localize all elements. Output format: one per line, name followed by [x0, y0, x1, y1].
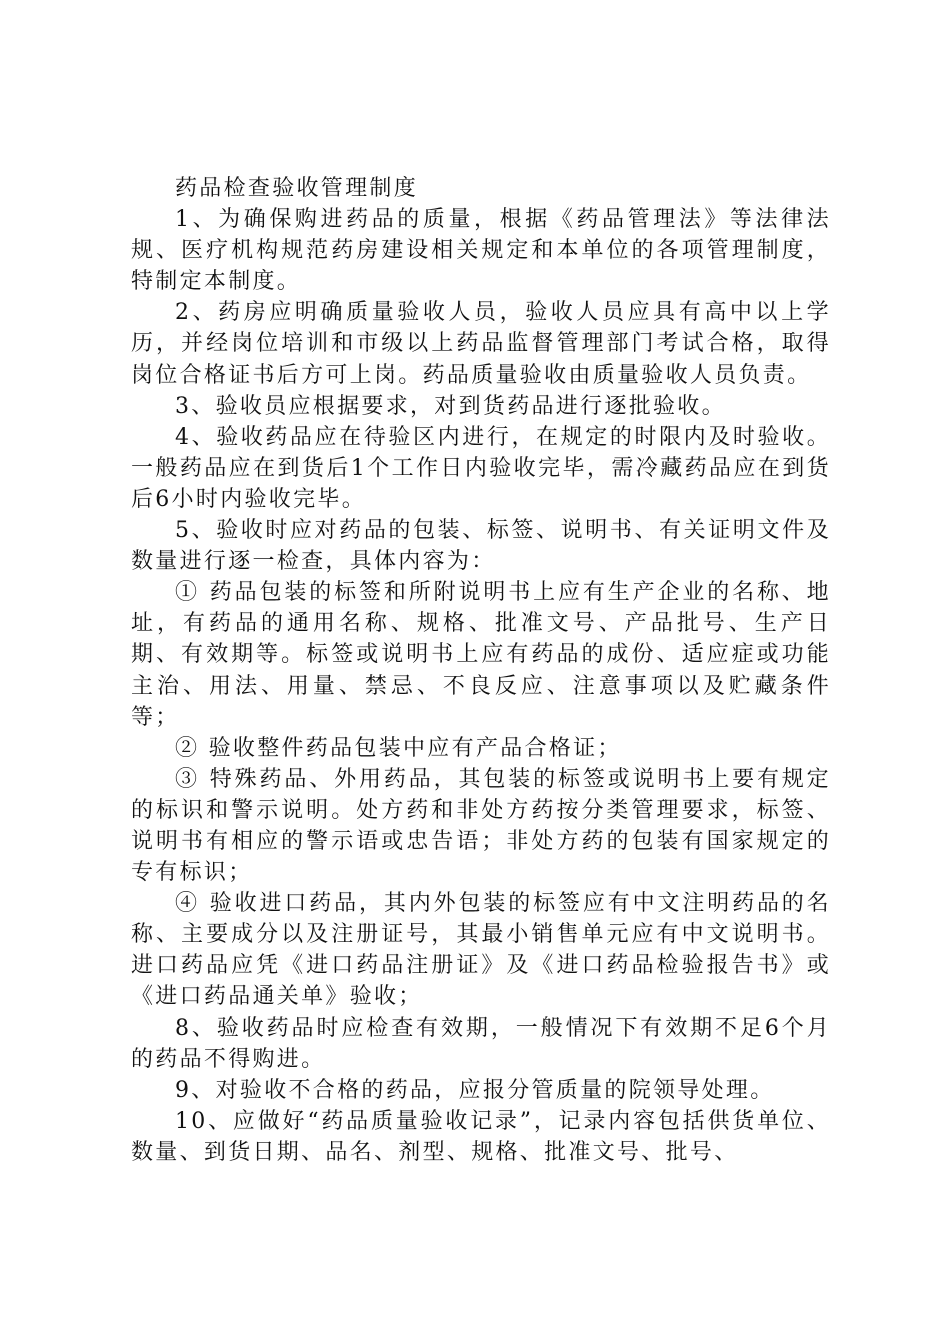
paragraph-item-5: 5、验收时应对药品的包装、标签、说明书、有关证明文件及数量进行逐一检查，具体内容为：: [131, 518, 831, 575]
paragraph-item-9: 9、对验收不合格的药品，应报分管质量的院领导处理。: [175, 1077, 775, 1103]
document-body: [131, 173, 831, 1168]
paragraph-item-8: 8、验收药品时应检查有效期，一般情况下有效期不足6个月的药品不得购进。: [131, 1015, 831, 1072]
document-title: 药品检查验收管理制度: [175, 176, 419, 201]
sub-item-2: ② 验收整件药品包装中应有产品合格证；: [175, 735, 622, 761]
paragraph-item-1: 1、为确保购进药品的质量，根据《药品管理法》等法律法规、医疗机构规范药房建设相关规定和本单位的各项管理制度，特制定本制度。: [131, 207, 831, 295]
paragraph-item-10: 10、应做好“药品质量验收记录”，记录内容包括供货单位、数量、到货日期、品名、剂型、规格、批准文号、批号、: [131, 1108, 831, 1165]
paragraph-item-3: 3、验收员应根据要求，对到货药品进行逐批验收。: [175, 393, 726, 419]
sub-item-4: ④ 验收进口药品，其内外包装的标签应有中文注明药品的名称、主要成分以及注册证号，其最小销售单元应有中文说明书。进口药品应凭《进口药品注册证》及《进口药品检验报告书》或《进口药品通关单》验收；: [131, 891, 831, 1010]
sub-item-1: ① 药品包装的标签和所附说明书上应有生产企业的名称、地址，有药品的通用名称、规格、批准文号、产品批号、生产日期、有效期等。标签或说明书上应有药品的成份、适应症或功能主治、用法、用量、禁忌、不良反应、注意事项以及贮藏条件等；: [131, 580, 831, 730]
paragraph-item-4: 4、验收药品应在待验区内进行，在规定的时限内及时验收。一般药品应在到货后1个工作日内验收完毕，需冷藏药品应在到货后6小时内验收完毕。: [131, 424, 831, 512]
paragraph-item-2: 2、药房应明确质量验收人员，验收人员应具有高中以上学历，并经岗位培训和市级以上药品监督管理部门考试合格，取得岗位合格证书后方可上岗。药品质量验收由质量验收人员负责。: [131, 300, 831, 388]
sub-item-3: ③ 特殊药品、外用药品，其包装的标签或说明书上要有规定的标识和警示说明。处方药和非处方药按分类管理要求，标签、说明书有相应的警示语或忠告语；非处方药的包装有国家规定的专有标识；: [131, 766, 831, 886]
